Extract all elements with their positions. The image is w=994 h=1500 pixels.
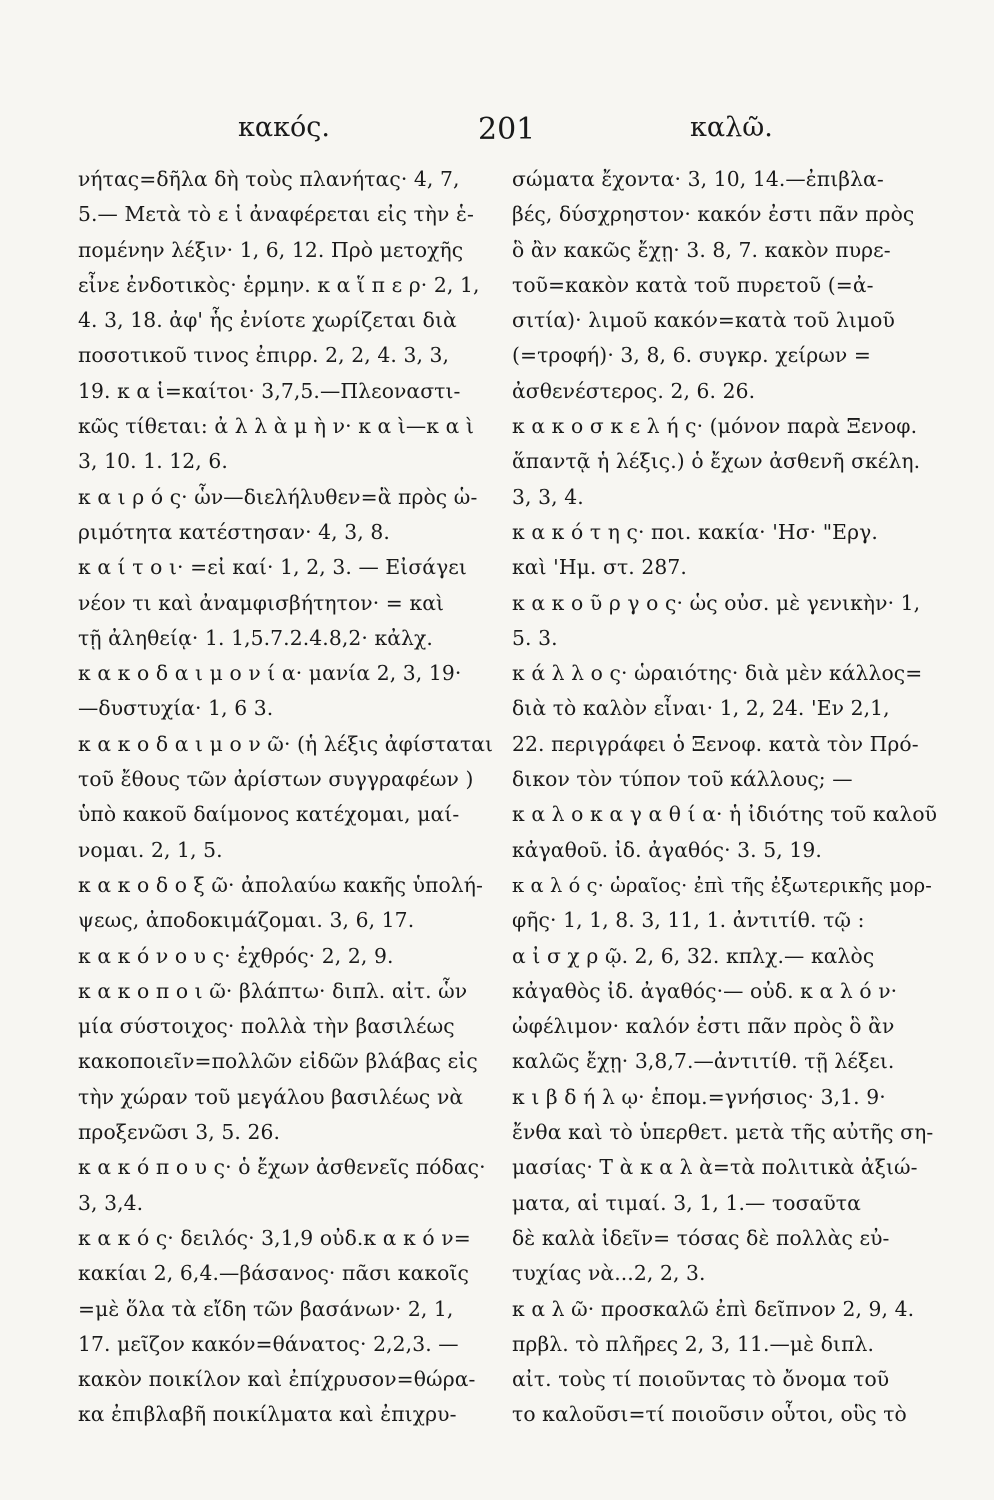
left-column-line: κ α κ ο δ ο ξ ῶ· ἀπολαύω κακῆς ὑπολή-: [78, 872, 483, 897]
right-column-line: σιτία)· λιμοῦ κακόν=κατὰ τοῦ λιμοῦ: [512, 308, 895, 333]
left-column-line: κακοποιεῖν=πολλῶν εἰδῶν βλάβας εἰς: [78, 1049, 478, 1074]
right-column-line: 5. 3.: [512, 625, 558, 650]
left-column-line: 4. 3, 18. ἀφ' ἧς ἐνίοτε χωρίζεται διὰ: [78, 308, 457, 333]
left-column-line: 3, 3,4.: [78, 1190, 144, 1215]
header-guide-word-left: κακός.: [238, 112, 330, 143]
right-column-line: α ἰ σ χ ρ ῷ. 2, 6, 32. κπλχ.— καλὸς: [512, 943, 875, 968]
right-column-line: κ ι β δ ή λ ῳ· ἑπομ.=γνήσιος· 3,1. 9·: [512, 1084, 886, 1109]
left-column-line: τῇ ἀληθείᾳ· 1. 1,5.7.2.4.8,2· κἀλχ.: [78, 625, 433, 650]
right-column-line: κ α λ ό ς· ὡραῖος· ἐπὶ τῆς ἐξωτερικῆς μορ-: [512, 873, 932, 897]
left-column-line: 19. κ α ἱ=καίτοι· 3,7,5.—Πλεοναστι-: [78, 378, 461, 403]
left-column-line: τοῦ ἔθους τῶν ἀρίστων συγγραφέων ): [78, 767, 474, 792]
left-column-line: κ α κ ό ν ο υ ς· ἐχθρός· 2, 2, 9.: [78, 943, 394, 968]
left-column-line: 5.— Μετὰ τὸ ε ἱ ἀναφέρεται εἰς τὴν ἑ-: [78, 202, 474, 227]
left-column-line: νέον τι καὶ ἀναμφισβήτητον· = καὶ: [78, 590, 445, 615]
left-column-line: πομένην λέξιν· 1, 6, 12. Πρὸ μετοχῆς: [78, 237, 464, 262]
left-column-line: κα ἐπιβλαβῆ ποικίλματα καὶ ἐπιχρυ-: [78, 1402, 457, 1427]
left-column-line: εἶνε ἐνδοτικὸς· ἑρμην. κ α ἵ π ε ρ· 2, 1,: [78, 272, 480, 297]
left-column: [78, 162, 493, 1433]
right-column-line: καλῶς ἔχῃ· 3,8,7.—ἀντιτίθ. τῇ λέξει.: [512, 1049, 895, 1074]
left-column-line: =μὲ ὅλα τὰ εἴδη τῶν βασάνων· 2, 1,: [78, 1296, 454, 1321]
left-column-line: κ α ί τ ο ι· =εἰ καί· 1, 2, 3. — Εἰσάγει: [78, 555, 467, 580]
right-column-line: κ α λ ῶ· προσκαλῶ ἐπὶ δεῖπνον 2, 9, 4.: [512, 1296, 915, 1321]
right-column-line: κἀγαθὸς ἰδ. ἀγαθός·— οὐδ. κ α λ ό ν·: [512, 978, 898, 1003]
right-column-line: 3, 3, 4.: [512, 484, 584, 509]
left-column-line: προξενῶσι 3, 5. 26.: [78, 1120, 280, 1145]
right-column-line: 22. περιγράφει ὁ Ξενοφ. κατὰ τὸν Πρό-: [512, 731, 919, 756]
right-column-line: καὶ 'Ημ. στ. 287.: [512, 555, 687, 580]
left-column-line: κακίαι 2, 6,4.—βάσανος· πᾶσι κακοῖς: [78, 1261, 469, 1286]
left-column-line: τὴν χώραν τοῦ μεγάλου βασιλέως νὰ: [78, 1084, 464, 1109]
right-column-line: τοῦ=κακὸν κατὰ τοῦ πυρετοῦ (=ἀ-: [512, 272, 874, 297]
right-column-line: ματα, αἱ τιμαί. 3, 1, 1.— τοσαῦτα: [512, 1190, 861, 1215]
right-column-line: κ α κ ο σ κ ε λ ή ς· (μόνον παρὰ Ξενοφ.: [512, 414, 918, 439]
left-column-line: κ α ι ρ ό ς· ὧν—διελήλυθεν=ἃ πρὸς ὡ-: [78, 484, 478, 509]
left-column-line: κ α κ ο δ α ι μ ο ν ί α· μανία 2, 3, 19·: [78, 661, 462, 686]
right-column-line: σώματα ἔχοντα· 3, 10, 14.—ἐπιβλα-: [512, 167, 884, 191]
left-column-line: μία σύστοιχος· πολλὰ τὴν βασιλέως: [78, 1014, 455, 1039]
right-column-line: κ α κ ό τ η ς· ποι. κακία· 'Ησ· "Εργ.: [512, 519, 878, 544]
right-column-line: ἔνθα καὶ τὸ ὑπερθετ. μετὰ τῆς αὐτῆς ση-: [512, 1120, 934, 1145]
right-column-line: μασίας· Τ ὰ κ α λ ὰ=τὰ πολιτικὰ ἀξιώ-: [512, 1155, 918, 1180]
page-number: 201: [478, 112, 536, 147]
left-column-line: κ α κ ό ς· δειλός· 3,1,9 οὐδ.κ α κ ό ν=: [78, 1225, 471, 1250]
left-column-line: —δυστυχία· 1, 6 3.: [78, 696, 274, 721]
page-header: [0, 112, 994, 152]
right-column-line: ὃ ἂν κακῶς ἔχῃ· 3. 8, 7. κακὸν πυρε-: [512, 237, 891, 262]
left-column-line: κ α κ ο δ α ι μ ο ν ῶ· (ἡ λέξις ἀφίσταται: [78, 731, 493, 756]
left-column-line: 17. μεῖζον κακόν=θάνατος· 2,2,3. —: [78, 1331, 459, 1356]
right-column-line: ἀσθενέστερος. 2, 6. 26.: [512, 378, 756, 403]
left-column-line: 3, 10. 1. 12, 6.: [78, 449, 228, 474]
right-column-line: ὠφέλιμον· καλόν ἐστι πᾶν πρὸς ὃ ἂν: [512, 1014, 895, 1039]
left-column-line: κ α κ ό π ο υ ς· ὁ ἔχων ἀσθενεῖς πόδας·: [78, 1155, 486, 1180]
right-column-line: τυχίας νὰ...2, 2, 3.: [512, 1261, 706, 1286]
right-column-line: κ ά λ λ ο ς· ὡραιότης· διὰ μὲν κάλλος=: [512, 661, 923, 686]
right-column-line: κ α κ ο ῦ ρ γ ο ς· ὡς οὐσ. μὲ γενικὴν· 1,: [512, 590, 921, 615]
right-column-line: πρβλ. τὸ πλῆρες 2, 3, 11.—μὲ διπλ.: [512, 1331, 875, 1356]
right-column-line: κἀγαθοῦ. ἰδ. ἀγαθός· 3. 5, 19.: [512, 837, 822, 862]
right-column-line: κ α λ ο κ α γ α θ ί α· ἡ ἰδιότης τοῦ καλοῦ: [512, 802, 937, 827]
left-column-line: νήτας=δῆλα δὴ τοὺς πλανήτας· 4, 7,: [78, 167, 460, 191]
right-column-line: βές, δύσχρηστον· κακόν ἐστι πᾶν πρὸς: [512, 202, 915, 227]
right-column-line: διὰ τὸ καλὸν εἶναι· 1, 2, 24. 'Εν 2,1,: [512, 696, 890, 721]
right-column-line: (=τροφή)· 3, 8, 6. συγκρ. χείρων =: [512, 343, 871, 368]
right-column-line: φῆς· 1, 1, 8. 3, 11, 1. ἀντιτίθ. τῷ :: [512, 908, 865, 933]
right-column: [512, 162, 937, 1433]
left-column-line: κῶς τίθεται: ἀ λ λ ὰ μ ὴ ν· κ α ὶ—κ α ὶ: [78, 414, 475, 439]
right-column-line: αἰτ. τοὺς τί ποιοῦντας τὸ ὄνομα τοῦ: [512, 1367, 890, 1392]
right-column-line: ἅπαντᾷ ἡ λέξις.) ὁ ἔχων ἀσθενῆ σκέλη.: [512, 449, 921, 474]
left-column-line: νομαι. 2, 1, 5.: [78, 837, 223, 862]
left-column-line: κ α κ ο π ο ι ῶ· βλάπτω· διπλ. αἰτ. ὧν: [78, 978, 468, 1003]
right-column-line: δικον τὸν τύπον τοῦ κάλλους; —: [512, 767, 853, 792]
left-column-line: κακὸν ποικίλον καὶ ἐπίχρυσον=θώρα-: [78, 1367, 476, 1392]
right-column-line: το καλοῦσι=τί ποιοῦσιν οὗτοι, οὓς τὸ: [512, 1402, 907, 1427]
left-column-line: ὑπὸ κακοῦ δαίμονος κατέχομαι, μαί-: [78, 802, 460, 827]
left-column-line: ριμότητα κατέστησαν· 4, 3, 8.: [78, 519, 390, 544]
right-column-line: δὲ καλὰ ἰδεῖν= τόσας δὲ πολλὰς εὐ-: [512, 1225, 890, 1250]
left-column-line: ψεως, ἀποδοκιμάζομαι. 3, 6, 17.: [78, 908, 415, 933]
left-column-line: ποσοτικοῦ τινος ἐπιρρ. 2, 2, 4. 3, 3,: [78, 343, 450, 368]
header-guide-word-right: καλῶ.: [690, 112, 773, 143]
